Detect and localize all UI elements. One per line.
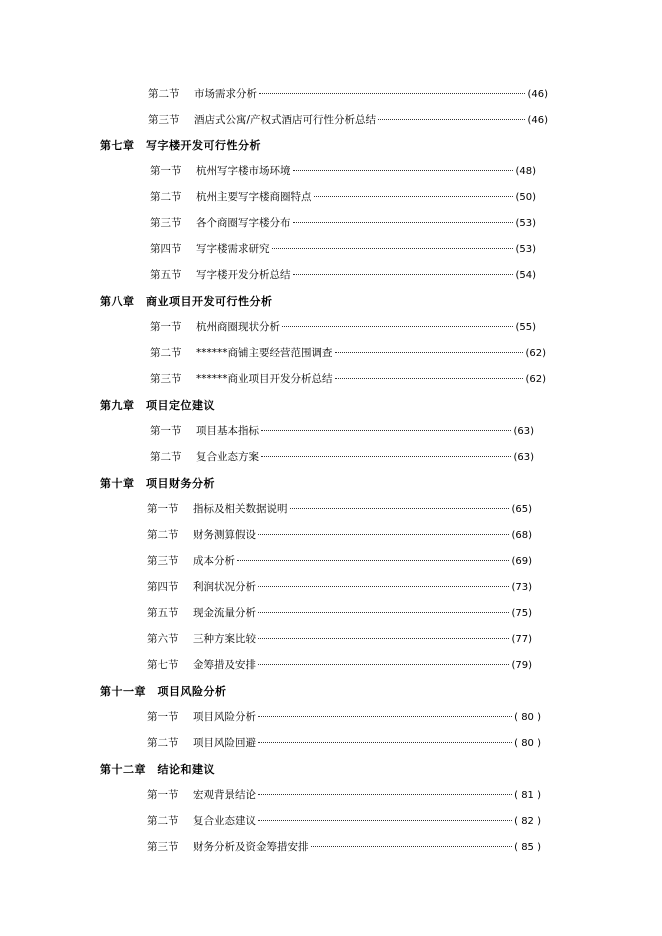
section-number: 第三节 xyxy=(148,114,180,126)
section-number: 第六节 xyxy=(147,633,179,645)
chapter-title: 第九章 项目定位建议 xyxy=(100,399,215,412)
chapter-title: 第七章 写字楼开发可行性分析 xyxy=(100,139,261,152)
toc-entry xyxy=(150,189,536,204)
dot-leader xyxy=(261,430,511,431)
section-title: 杭州写字楼市场环境 xyxy=(196,165,291,177)
toc-entry xyxy=(147,631,532,646)
dot-leader xyxy=(258,794,512,795)
section-title: 写字楼需求研究 xyxy=(196,243,270,255)
section-title: 宏观背景结论 xyxy=(193,789,256,801)
page-number: (65) xyxy=(511,504,532,515)
section-number: 第三节 xyxy=(147,555,179,567)
dot-leader xyxy=(258,820,512,821)
section-number: 第一节 xyxy=(150,425,182,437)
toc-entry xyxy=(147,579,532,594)
section-number: 第一节 xyxy=(147,503,179,515)
toc-entry xyxy=(150,449,534,464)
toc-entry xyxy=(147,813,541,828)
dot-leader xyxy=(378,119,525,120)
dot-leader xyxy=(258,664,509,665)
dot-leader xyxy=(258,534,509,535)
toc-entry xyxy=(147,839,541,854)
section-number: 第五节 xyxy=(147,607,179,619)
page-number: (69) xyxy=(511,556,532,567)
toc-entry xyxy=(148,112,548,127)
section-title: 现金流量分析 xyxy=(193,607,256,619)
chapter-heading xyxy=(100,475,215,491)
page-number: (48) xyxy=(515,166,536,177)
page-number: ( 80 ) xyxy=(514,738,541,749)
section-title: 指标及相关数据说明 xyxy=(193,503,288,515)
page-number: (68) xyxy=(511,530,532,541)
page-number: (62) xyxy=(525,374,546,385)
dot-leader xyxy=(290,508,510,509)
section-number: 第三节 xyxy=(150,373,182,385)
dot-leader xyxy=(258,742,512,743)
section-number: 第二节 xyxy=(147,529,179,541)
section-title: 复合业态方案 xyxy=(196,451,259,463)
dot-leader xyxy=(258,716,512,717)
section-number: 第一节 xyxy=(150,321,182,333)
toc-entry xyxy=(147,501,532,516)
dot-leader xyxy=(272,248,514,249)
section-title: 复合业态建议 xyxy=(193,815,256,827)
dot-leader xyxy=(335,352,524,353)
chapter-heading xyxy=(100,137,261,153)
section-number: 第二节 xyxy=(150,191,182,203)
page-number: ( 80 ) xyxy=(514,712,541,723)
toc-entry xyxy=(150,371,546,386)
dot-leader xyxy=(314,196,514,197)
toc-entry xyxy=(150,345,546,360)
section-title: 杭州主要写字楼商圈特点 xyxy=(196,191,312,203)
section-number: 第四节 xyxy=(150,243,182,255)
toc-entry xyxy=(150,163,536,178)
chapter-heading xyxy=(100,683,227,699)
section-title: 各个商圈写字楼分布 xyxy=(196,217,291,229)
dot-leader xyxy=(237,560,509,561)
section-title: 成本分析 xyxy=(193,555,235,567)
page-number: ( 81 ) xyxy=(514,790,541,801)
section-number: 第二节 xyxy=(150,347,182,359)
section-number: 第四节 xyxy=(147,581,179,593)
page-number: (73) xyxy=(511,582,532,593)
chapter-title: 第十章 项目财务分析 xyxy=(100,477,215,490)
section-title: 杭州商圈现状分析 xyxy=(196,321,280,333)
toc-entry xyxy=(147,709,541,724)
chapter-title: 第十二章 结论和建议 xyxy=(100,763,215,776)
chapter-heading xyxy=(100,761,215,777)
page-number: (75) xyxy=(511,608,532,619)
section-number: 第一节 xyxy=(150,165,182,177)
chapter-heading xyxy=(100,293,273,309)
page-number: (54) xyxy=(515,270,536,281)
dot-leader xyxy=(311,846,513,847)
toc-entry xyxy=(150,319,536,334)
dot-leader xyxy=(259,93,525,94)
page-number: (63) xyxy=(513,426,534,437)
page-number: (62) xyxy=(525,348,546,359)
toc-entry xyxy=(147,735,541,750)
dot-leader xyxy=(258,638,509,639)
section-number: 第二节 xyxy=(147,815,179,827)
section-title: 三种方案比较 xyxy=(193,633,256,645)
toc-entry xyxy=(150,241,536,256)
dot-leader xyxy=(293,170,514,171)
chapter-heading xyxy=(100,397,215,413)
page-number: (55) xyxy=(515,322,536,333)
dot-leader xyxy=(258,586,509,587)
section-title: 财务分析及资金筹措安排 xyxy=(193,841,309,853)
page-number: ( 82 ) xyxy=(514,816,541,827)
section-number: 第一节 xyxy=(147,789,179,801)
section-number: 第五节 xyxy=(150,269,182,281)
toc-entry xyxy=(147,605,532,620)
dot-leader xyxy=(258,612,509,613)
dot-leader xyxy=(282,326,513,327)
section-title: ******商业项目开发分析总结 xyxy=(196,373,333,385)
section-title: 市场需求分析 xyxy=(194,88,257,100)
toc-entry xyxy=(147,553,532,568)
toc-entry xyxy=(150,267,536,282)
section-number: 第二节 xyxy=(147,737,179,749)
page-number: (50) xyxy=(515,192,536,203)
section-number: 第二节 xyxy=(150,451,182,463)
section-title: 项目风险回避 xyxy=(193,737,256,749)
section-title: 项目基本指标 xyxy=(196,425,259,437)
chapter-title: 第八章 商业项目开发可行性分析 xyxy=(100,295,273,308)
toc-entry xyxy=(148,86,548,101)
section-title: ******商铺主要经营范围调查 xyxy=(196,347,333,359)
page-number: (79) xyxy=(511,660,532,671)
toc-entry xyxy=(147,527,532,542)
page-number: (53) xyxy=(515,244,536,255)
dot-leader xyxy=(293,274,514,275)
section-number: 第一节 xyxy=(147,711,179,723)
section-title: 酒店式公寓/产权式酒店可行性分析总结 xyxy=(194,114,377,126)
toc-entry xyxy=(150,423,534,438)
section-number: 第七节 xyxy=(147,659,179,671)
section-number: 第三节 xyxy=(150,217,182,229)
toc-entry xyxy=(147,787,541,802)
page-number: ( 85 ) xyxy=(514,842,541,853)
page-number: (46) xyxy=(527,115,548,126)
page-number: (53) xyxy=(515,218,536,229)
dot-leader xyxy=(261,456,511,457)
chapter-title: 第十一章 项目风险分析 xyxy=(100,685,227,698)
section-title: 财务测算假设 xyxy=(193,529,256,541)
section-title: 项目风险分析 xyxy=(193,711,256,723)
toc-entry xyxy=(150,215,536,230)
section-number: 第三节 xyxy=(147,841,179,853)
dot-leader xyxy=(335,378,524,379)
page-number: (46) xyxy=(527,89,548,100)
page-number: (63) xyxy=(513,452,534,463)
section-number: 第二节 xyxy=(148,88,180,100)
section-title: 利润状况分析 xyxy=(193,581,256,593)
dot-leader xyxy=(293,222,514,223)
section-title: 金筹措及安排 xyxy=(193,659,256,671)
section-title: 写字楼开发分析总结 xyxy=(196,269,291,281)
page-number: (77) xyxy=(511,634,532,645)
toc-entry xyxy=(147,657,532,672)
